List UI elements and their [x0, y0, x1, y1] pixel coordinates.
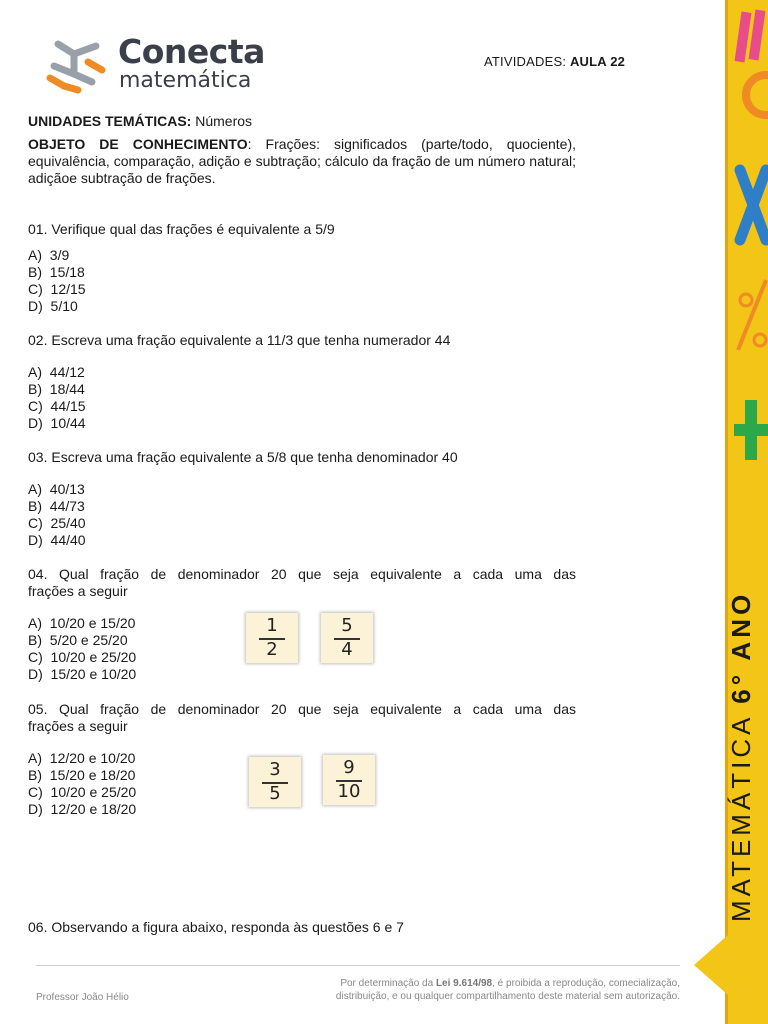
molecule-logo-icon [44, 30, 114, 96]
question-04-line1: 04. Qual fração de denominador 20 que seja equivalente a cada uma das [28, 566, 576, 582]
math-symbols-decoration [726, 0, 768, 520]
question-01: 01. Verifique qual das frações é equivalente a 5/9 [28, 221, 335, 237]
question-02: 02. Escreva uma fração equivalente a 11/3 que tenha numerador 44 [28, 332, 451, 348]
option: C) 10/20 e 25/20 [28, 649, 137, 665]
logo-word-matematica: matemática [119, 68, 252, 93]
fraction-numerator: 3 [269, 759, 281, 780]
fraction-numerator: 1 [266, 615, 278, 636]
fraction-denominator: 10 [337, 781, 361, 802]
option: B) 15/18 [28, 264, 85, 280]
question-05-line2: frações a seguir [28, 718, 128, 734]
option: B) 5/20 e 25/20 [28, 632, 128, 648]
option: A) 12/20 e 10/20 [28, 750, 136, 766]
footer-legal-notice: Por determinação da Lei 9.614/98, é proibida a reprodução, comecialização, distribuição, e ou qualquer compartilhamento deste material sem autorização. [335, 978, 680, 1002]
brand-logo [44, 30, 264, 96]
option: B) 44/73 [28, 498, 85, 514]
subject-vertical-label: MATEMÁTICA 6° ANO [726, 590, 756, 922]
fraction-denominator: 4 [341, 639, 353, 660]
option: D) 12/20 e 18/20 [28, 801, 137, 817]
fraction-card [321, 613, 373, 663]
logo-word-conecta: Conecta [118, 32, 265, 71]
fraction-denominator: 5 [269, 783, 281, 804]
option: B) 15/20 e 18/20 [28, 767, 136, 783]
option: C) 25/40 [28, 515, 86, 531]
option: D) 10/44 [28, 415, 86, 431]
option: C) 10/20 e 25/20 [28, 784, 137, 800]
question-05-line1: 05. Qual fração de denominador 20 que seja equivalente a cada uma das [28, 701, 576, 717]
fraction-card [246, 613, 298, 663]
option: D) 44/40 [28, 532, 86, 548]
fraction-numerator: 5 [341, 615, 353, 636]
footer-author: Professor João Hélio [36, 992, 129, 1003]
option: A) 40/13 [28, 481, 85, 497]
knowledge-object: OBJETO DE CONHECIMENTO: Frações: significados (parte/todo, quociente), equivalência, comparação, adição e subtração; cálculo da fração de um número natural; adiçãoe subtração de frações. [28, 136, 576, 186]
fraction-denominator: 2 [266, 639, 278, 660]
fraction-card [249, 757, 301, 807]
option: D) 15/20 e 10/20 [28, 666, 137, 682]
footer-divider [36, 965, 680, 966]
question-04-options [28, 615, 136, 683]
option: C) 44/15 [28, 398, 86, 414]
question-03: 03. Escreva uma fração equivalente a 5/8 que tenha denominador 40 [28, 449, 458, 465]
question-04-line2: frações a seguir [28, 583, 128, 599]
question-06: 06. Observando a figura abaixo, responda às questões 6 e 7 [28, 919, 404, 935]
option: A) 44/12 [28, 364, 85, 380]
question-05-options [28, 750, 136, 818]
option: A) 10/20 e 15/20 [28, 615, 136, 631]
option: D) 5/10 [28, 298, 78, 314]
fraction-numerator: 9 [343, 757, 355, 778]
thematic-units: UNIDADES TEMÁTICAS: Números [28, 113, 253, 129]
question-02-options [28, 364, 86, 432]
question-01-options [28, 247, 86, 315]
fraction-card [323, 755, 375, 805]
question-03-options [28, 481, 86, 549]
activities-header: ATIVIDADES: AULA 22 [484, 54, 626, 69]
option: C) 12/15 [28, 281, 86, 297]
option: A) 3/9 [28, 247, 70, 263]
band-tab-decoration [694, 935, 728, 995]
option: B) 18/44 [28, 381, 85, 397]
